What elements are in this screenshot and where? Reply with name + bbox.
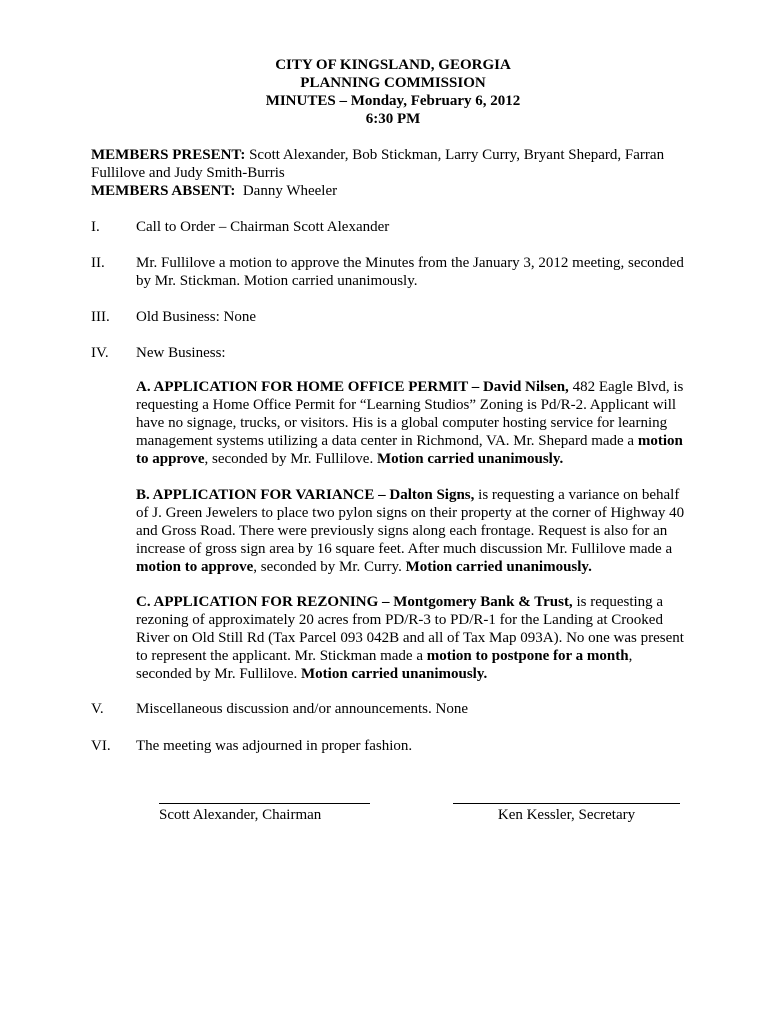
document-header	[0, 56, 770, 128]
item-number-1: I.	[91, 219, 100, 235]
members-present-cont: Fullilove and Judy Smith-Burris	[91, 165, 285, 181]
chairman-signature-name: Scott Alexander, Chairman	[159, 807, 322, 823]
section-a-line5	[136, 450, 698, 468]
section-b-motion: motion to approve	[136, 559, 254, 575]
item-number-3: III.	[91, 309, 110, 325]
section-a-line2: requesting a Home Office Permit for “Learning Studios” Zoning is Pd/R-2. Applicant will	[136, 397, 677, 413]
section-a-line4	[136, 432, 698, 450]
item-number-4: IV.	[91, 345, 109, 361]
item-minutes-line2: by Mr. Stickman. Motion carried unanimously.	[136, 273, 418, 289]
members-absent	[91, 182, 691, 200]
section-b-seconded: , seconded by Mr. Curry.	[253, 559, 406, 575]
header-minutes-date: MINUTES – Monday, February 6, 2012	[265, 93, 521, 109]
item-minutes-approval	[136, 254, 698, 290]
section-b-result: Motion carried unanimously.	[405, 559, 592, 575]
section-c-seconded: seconded by Mr. Fullilove.	[136, 666, 301, 682]
section-c-line5	[136, 665, 698, 683]
members-absent-names: Danny Wheeler	[235, 183, 338, 199]
item-miscellaneous: Miscellaneous discussion and/or announcements. None	[136, 701, 469, 717]
section-c-line1	[136, 593, 698, 611]
section-b-line4: increase of gross sign area by 16 square feet. After much discussion Mr. Fullilove made a	[136, 541, 673, 557]
section-c-line4	[136, 647, 698, 665]
section-b-line2: of J. Green Jewelers to place two pylon signs on their property at the corner of Highway 40	[136, 505, 685, 521]
item-adjourned: The meeting was adjourned in proper fashion.	[136, 738, 413, 754]
section-c-rezoning	[136, 593, 698, 683]
item-minutes-line1: Mr. Fullilove a motion to approve the Minutes from the January 3, 2012 meeting, seconded	[136, 255, 684, 271]
section-b-line1	[136, 486, 698, 504]
item-number-6: VI.	[91, 738, 111, 754]
section-b-line3: and Gross Road. There were previously signs along each frontage. Request is also for an	[136, 523, 668, 539]
section-c-heading: C. APPLICATION FOR REZONING – Montgomery Bank & Trust,	[136, 594, 573, 610]
section-a-line3: have no signage, trucks, or visitors. His is a global computer hosting service for learning	[136, 415, 668, 431]
section-c-line2: rezoning of approximately 20 acres from PD/R-3 to PD/R-1 for the Landing at Crooked	[136, 612, 663, 628]
section-b-variance	[136, 486, 698, 576]
header-city: CITY OF KINGSLAND, GEORGIA	[275, 57, 511, 73]
members-present-names: Scott Alexander, Bob Stickman, Larry Curry, Bryant Shepard, Farran	[245, 147, 665, 163]
section-b-line1-rest: is requesting a variance on behalf	[474, 487, 680, 503]
section-c-comma: ,	[628, 648, 633, 664]
item-old-business: Old Business: None	[136, 309, 256, 325]
members-present	[91, 146, 691, 164]
section-c-line4-text: to represent the applicant. Mr. Stickman made a	[136, 648, 427, 664]
section-b-heading: B. APPLICATION FOR VARIANCE – Dalton Signs,	[136, 487, 475, 503]
section-a-line1	[136, 378, 698, 396]
secretary-signature-name: Ken Kessler, Secretary	[497, 807, 636, 823]
header-time: 6:30 PM	[365, 111, 421, 127]
section-b-line5	[136, 558, 698, 576]
members-block	[91, 146, 691, 200]
section-c-result: Motion carried unanimously.	[301, 666, 488, 682]
members-present-label: MEMBERS PRESENT:	[91, 147, 246, 163]
members-absent-label: MEMBERS ABSENT:	[91, 183, 236, 199]
item-number-5: V.	[91, 701, 104, 717]
section-c-motion: motion to postpone for a month	[426, 648, 629, 664]
section-a-result: Motion carried unanimously.	[376, 451, 564, 467]
chairman-signature-line	[159, 803, 370, 804]
section-a-motion: motion	[637, 433, 683, 449]
section-a-line4-text: management systems utilizing a data center in Richmond, VA. Mr. Shepard made a	[136, 433, 638, 449]
section-a-line1-rest: 482 Eagle Blvd, is	[568, 379, 684, 395]
section-a-to-approve: to approve	[136, 451, 205, 467]
secretary-signature-line	[453, 803, 680, 804]
section-c-line3: River on Old Still Rd (Tax Parcel 093 042B and all of Tax Map 093A). No one was present	[136, 630, 684, 646]
item-call-to-order: Call to Order – Chairman Scott Alexander	[136, 219, 390, 235]
section-a-seconded: , seconded by Mr. Fullilove.	[204, 451, 377, 467]
header-commission: PLANNING COMMISSION	[300, 75, 486, 91]
item-new-business: New Business:	[136, 345, 226, 361]
section-a-home-office-permit	[136, 378, 698, 468]
item-number-2: II.	[91, 255, 105, 271]
section-c-line1-rest: is requesting a	[572, 594, 664, 610]
section-a-heading: A. APPLICATION FOR HOME OFFICE PERMIT – David Nilsen,	[136, 379, 569, 395]
